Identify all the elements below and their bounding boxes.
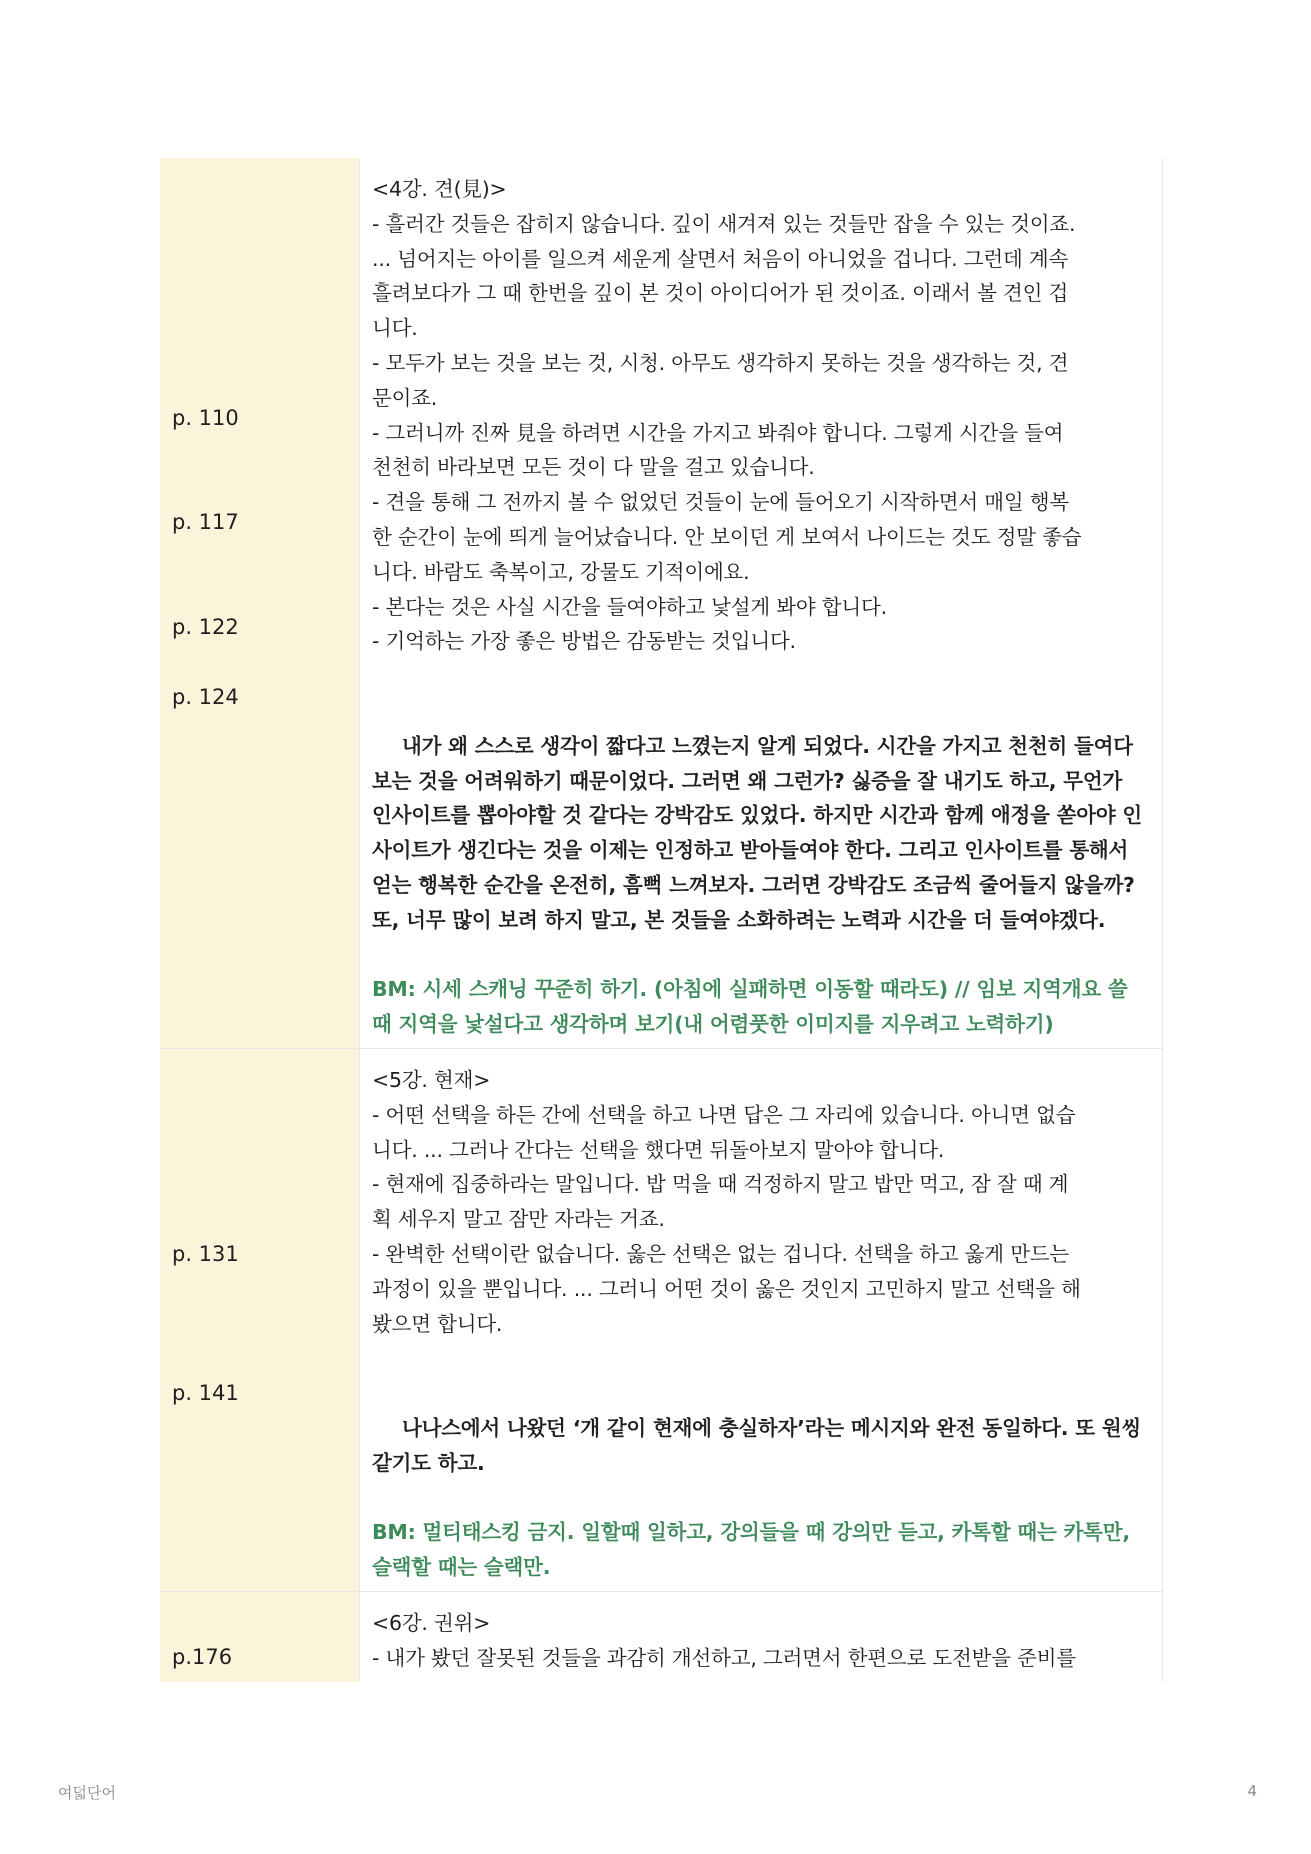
- page-ref-cell: [160, 158, 360, 1048]
- spacer: [372, 938, 1148, 973]
- quote-line: 봤으면 합니다.: [372, 1311, 503, 1336]
- page-ref: p. 141: [172, 1380, 239, 1405]
- quote-line: 문이죠.: [372, 385, 438, 410]
- page-ref: p. 124: [172, 685, 239, 709]
- quote-line: - 어떤 선택을 하든 간에 선택을 하고 나면 답은 그 자리에 있습니다. 아니면 없습: [372, 1102, 1076, 1127]
- quote-line: - 견을 통해 그 전까지 볼 수 없었던 것들이 눈에 들어오기 시작하면서 매일 행복: [372, 490, 1070, 515]
- bm-note: BM: 멀티태스킹 금지. 일할때 일하고, 강의들을 때 강의만 듣고, 카톡할 때는 카톡만, 슬랙할 때는 슬랙만.: [372, 1520, 1130, 1580]
- page-ref: p. 131: [172, 1241, 239, 1266]
- quote-line: 니다. 바람도 축복이고, 강물도 기적이에요.: [372, 559, 750, 584]
- section-row-4: [160, 158, 1163, 1048]
- spacer: [372, 1341, 1148, 1376]
- quote-line: - 흘러간 것들은 잡히지 않습니다. 깊이 새겨져 있는 것들만 잡을 수 있는 것이죠.: [372, 211, 1076, 236]
- reflection-paragraph: 내가 왜 스스로 생각이 짧다고 느꼈는지 알게 되었다. 시간을 가지고 천천히 들여다보는 것을 어려워하기 때문이었다. 그러면 왜 그런가? 싫증을 잘 내기도 하고, 무언가 인사이트를 뽑아야할 것 같다는 강박감도 있었다. 하지만 시간과 함께 애정을 쏟아야 인사이트가 생긴다는 것을 이제는 인정하고 받아들여야 한다. 그리고 인사이트를 통해서 얻는 행복한 순간을 온전히, 흠뻑 느껴보자. 그러면 강박감도 조금씩 줄어들지 않을까? 또, 너무 많이 보려 하지 말고, 본 것들을 소화하려는 노력과 시간을 더 들여야겠다.: [372, 733, 1142, 932]
- quote-line: 흘려보다가 그 때 한번을 깊이 본 것이 아이디어가 된 것이죠. 이래서 볼 견인 겁: [372, 281, 1069, 306]
- quote-line: - 그러니까 진짜 見을 하려면 시간을 가지고 봐줘야 합니다. 그렇게 시간을 들여: [372, 420, 1064, 445]
- page-ref: p.176: [172, 1644, 233, 1669]
- content-cell: [360, 1048, 1163, 1591]
- spacer: [372, 1480, 1148, 1515]
- quote-line: 니다. ... 그러나 간다는 선택을 했다면 뒤돌아보지 말아야 합니다.: [372, 1137, 945, 1162]
- page-ref: p. 117: [172, 510, 239, 534]
- page-ref-cell: [160, 1048, 360, 1591]
- section-row-5: [160, 1048, 1163, 1591]
- quote-line: - 기억하는 가장 좋은 방법은 감동받는 것입니다.: [372, 629, 796, 654]
- section-heading: <5강. 현재>: [372, 1067, 491, 1092]
- page-ref: p. 122: [172, 615, 239, 639]
- quote-line: ... 넘어지는 아이를 일으켜 세운게 살면서 처음이 아니었을 겁니다. 그런데 계속: [372, 246, 1069, 271]
- quote-line: - 본다는 것은 사실 시간을 들여야하고 낯설게 봐야 합니다.: [372, 594, 887, 619]
- section-row-6: [160, 1591, 1163, 1682]
- footer-title: 여덟단어: [58, 1784, 116, 1802]
- section-heading: <6강. 권위>: [372, 1610, 491, 1635]
- quote-line: 한 순간이 눈에 띄게 늘어났습니다. 안 보이던 게 보여서 나이드는 것도 정말 좋습: [372, 524, 1082, 549]
- section-heading: <4강. 견(見)>: [372, 177, 507, 201]
- quote-line: 과정이 있을 뿐입니다. ... 그러니 어떤 것이 옳은 것인지 고민하지 말고 선택을 해: [372, 1276, 1081, 1301]
- page-ref-cell: [160, 1591, 360, 1682]
- page-number: 4: [1247, 1782, 1257, 1800]
- quote-line: - 현재에 집중하라는 말입니다. 밥 먹을 때 걱정하지 말고 밥만 먹고, 잠 잘 때 계: [372, 1172, 1069, 1197]
- quote-line: - 모두가 보는 것을 보는 것, 시청. 아무도 생각하지 못하는 것을 생각하는 것, 견: [372, 350, 1069, 375]
- quote-line: 니다.: [372, 316, 418, 341]
- quote-line: 획 세우지 말고 잠만 자라는 거죠.: [372, 1207, 665, 1232]
- spacer: [372, 1376, 1148, 1411]
- spacer: [372, 694, 1148, 729]
- quote-line: - 내가 봤던 잘못된 것들을 과감히 개선하고, 그러면서 한편으로 도전받을 준비를: [372, 1645, 1076, 1670]
- quote-line: - 완벽한 선택이란 없습니다. 옳은 선택은 없는 겁니다. 선택을 하고 옳게 만드는: [372, 1241, 1070, 1266]
- page-ref: p. 110: [172, 406, 239, 430]
- content-cell: [360, 158, 1163, 1048]
- content-cell: [360, 1591, 1163, 1682]
- bm-note: BM: 시세 스캐닝 꾸준히 하기. (아침에 실패하면 이동할 때라도) // 임보 지역개요 쓸 때 지역을 낯설다고 생각하며 보기(내 어렴풋한 이미지를 지우려고 노력하기): [372, 977, 1128, 1037]
- spacer: [372, 659, 1148, 694]
- notes-table: [160, 158, 1163, 1682]
- reflection-paragraph: 나나스에서 나왔던 ‘개 같이 현재에 충실하자’라는 메시지와 완전 동일하다. 또 원씽 같기도 하고.: [372, 1415, 1142, 1475]
- quote-line: 천천히 바라보면 모든 것이 다 말을 걸고 있습니다.: [372, 455, 815, 480]
